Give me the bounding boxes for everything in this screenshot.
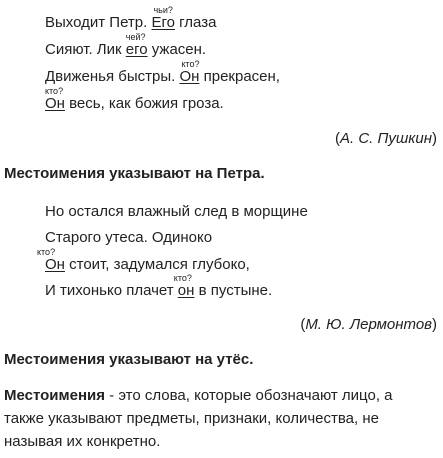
- question-label: чей?: [125, 32, 146, 42]
- definition-term: Местоимения: [4, 387, 105, 404]
- question-label: чьи?: [153, 5, 173, 15]
- poem1-line2: [45, 32, 207, 59]
- poem1-line1: [45, 5, 217, 32]
- poem2-source: [300, 316, 437, 334]
- pronoun-text: Его: [151, 14, 175, 31]
- poem1-line1-after: глаза: [174, 14, 217, 31]
- source-author: М. Ю. Лермонтов: [305, 316, 432, 333]
- poem2-line1: Но остался влажный след в морщине: [45, 203, 308, 220]
- poem1-source: [335, 130, 437, 148]
- source-author: А. С. Пушкин: [339, 130, 432, 147]
- poem1-line3: [45, 59, 280, 86]
- note-heading-1: Местоимения указывают на Петра.: [4, 165, 265, 182]
- definition-paragraph: [4, 384, 429, 453]
- poem1-line4: [45, 86, 224, 113]
- question-label: кто?: [37, 247, 56, 257]
- pronoun-word: [173, 273, 195, 300]
- pronoun-word: [37, 247, 65, 274]
- poem1-line2-after: ужасен.: [147, 41, 207, 58]
- poem2-line3: [37, 247, 250, 274]
- poem2-line2: Старого утеса. Одиноко: [45, 229, 213, 246]
- pronoun-word: [151, 5, 175, 32]
- poem1-line3-before: Движенья быстры.: [45, 68, 180, 85]
- pronoun-text: Он: [179, 68, 200, 85]
- pronoun-word: [179, 59, 200, 86]
- poem1-line2-before: Сияют. Лик: [45, 41, 126, 58]
- pronoun-text: Он: [45, 95, 65, 112]
- pronoun-word: [45, 86, 65, 113]
- poem1-line4-after: весь, как божия гроза.: [64, 95, 224, 112]
- source-paren-close: ): [432, 130, 437, 147]
- poem1-line3-after: прекрасен,: [199, 68, 280, 85]
- question-label: кто?: [173, 273, 192, 283]
- question-label: кто?: [45, 86, 64, 96]
- poem1-line1-before: Выходит Петр.: [45, 14, 152, 31]
- poem2-line3-after: стоит, задумался глубоко,: [64, 256, 250, 273]
- source-paren-open: (: [300, 316, 306, 333]
- source-paren-open: (: [334, 130, 340, 147]
- source-paren-close: ): [432, 316, 437, 333]
- pronoun-text: его: [125, 41, 148, 58]
- pronoun-text: он: [177, 282, 195, 299]
- question-label: кто?: [181, 59, 200, 69]
- pronoun-text: Он: [45, 256, 65, 273]
- poem2-line4-before: И тихонько плачет: [45, 282, 178, 299]
- definition-text: - это слова, которые обозначают лицо, а также указывают предметы, признаки, количества, не называя их конкретно.: [4, 387, 393, 450]
- pronoun-word: [125, 32, 148, 59]
- poem2-line4: [45, 273, 273, 300]
- note-heading-2: Местоимения указывают на утёс.: [4, 351, 254, 368]
- poem2-line4-after: в пустыне.: [194, 282, 273, 299]
